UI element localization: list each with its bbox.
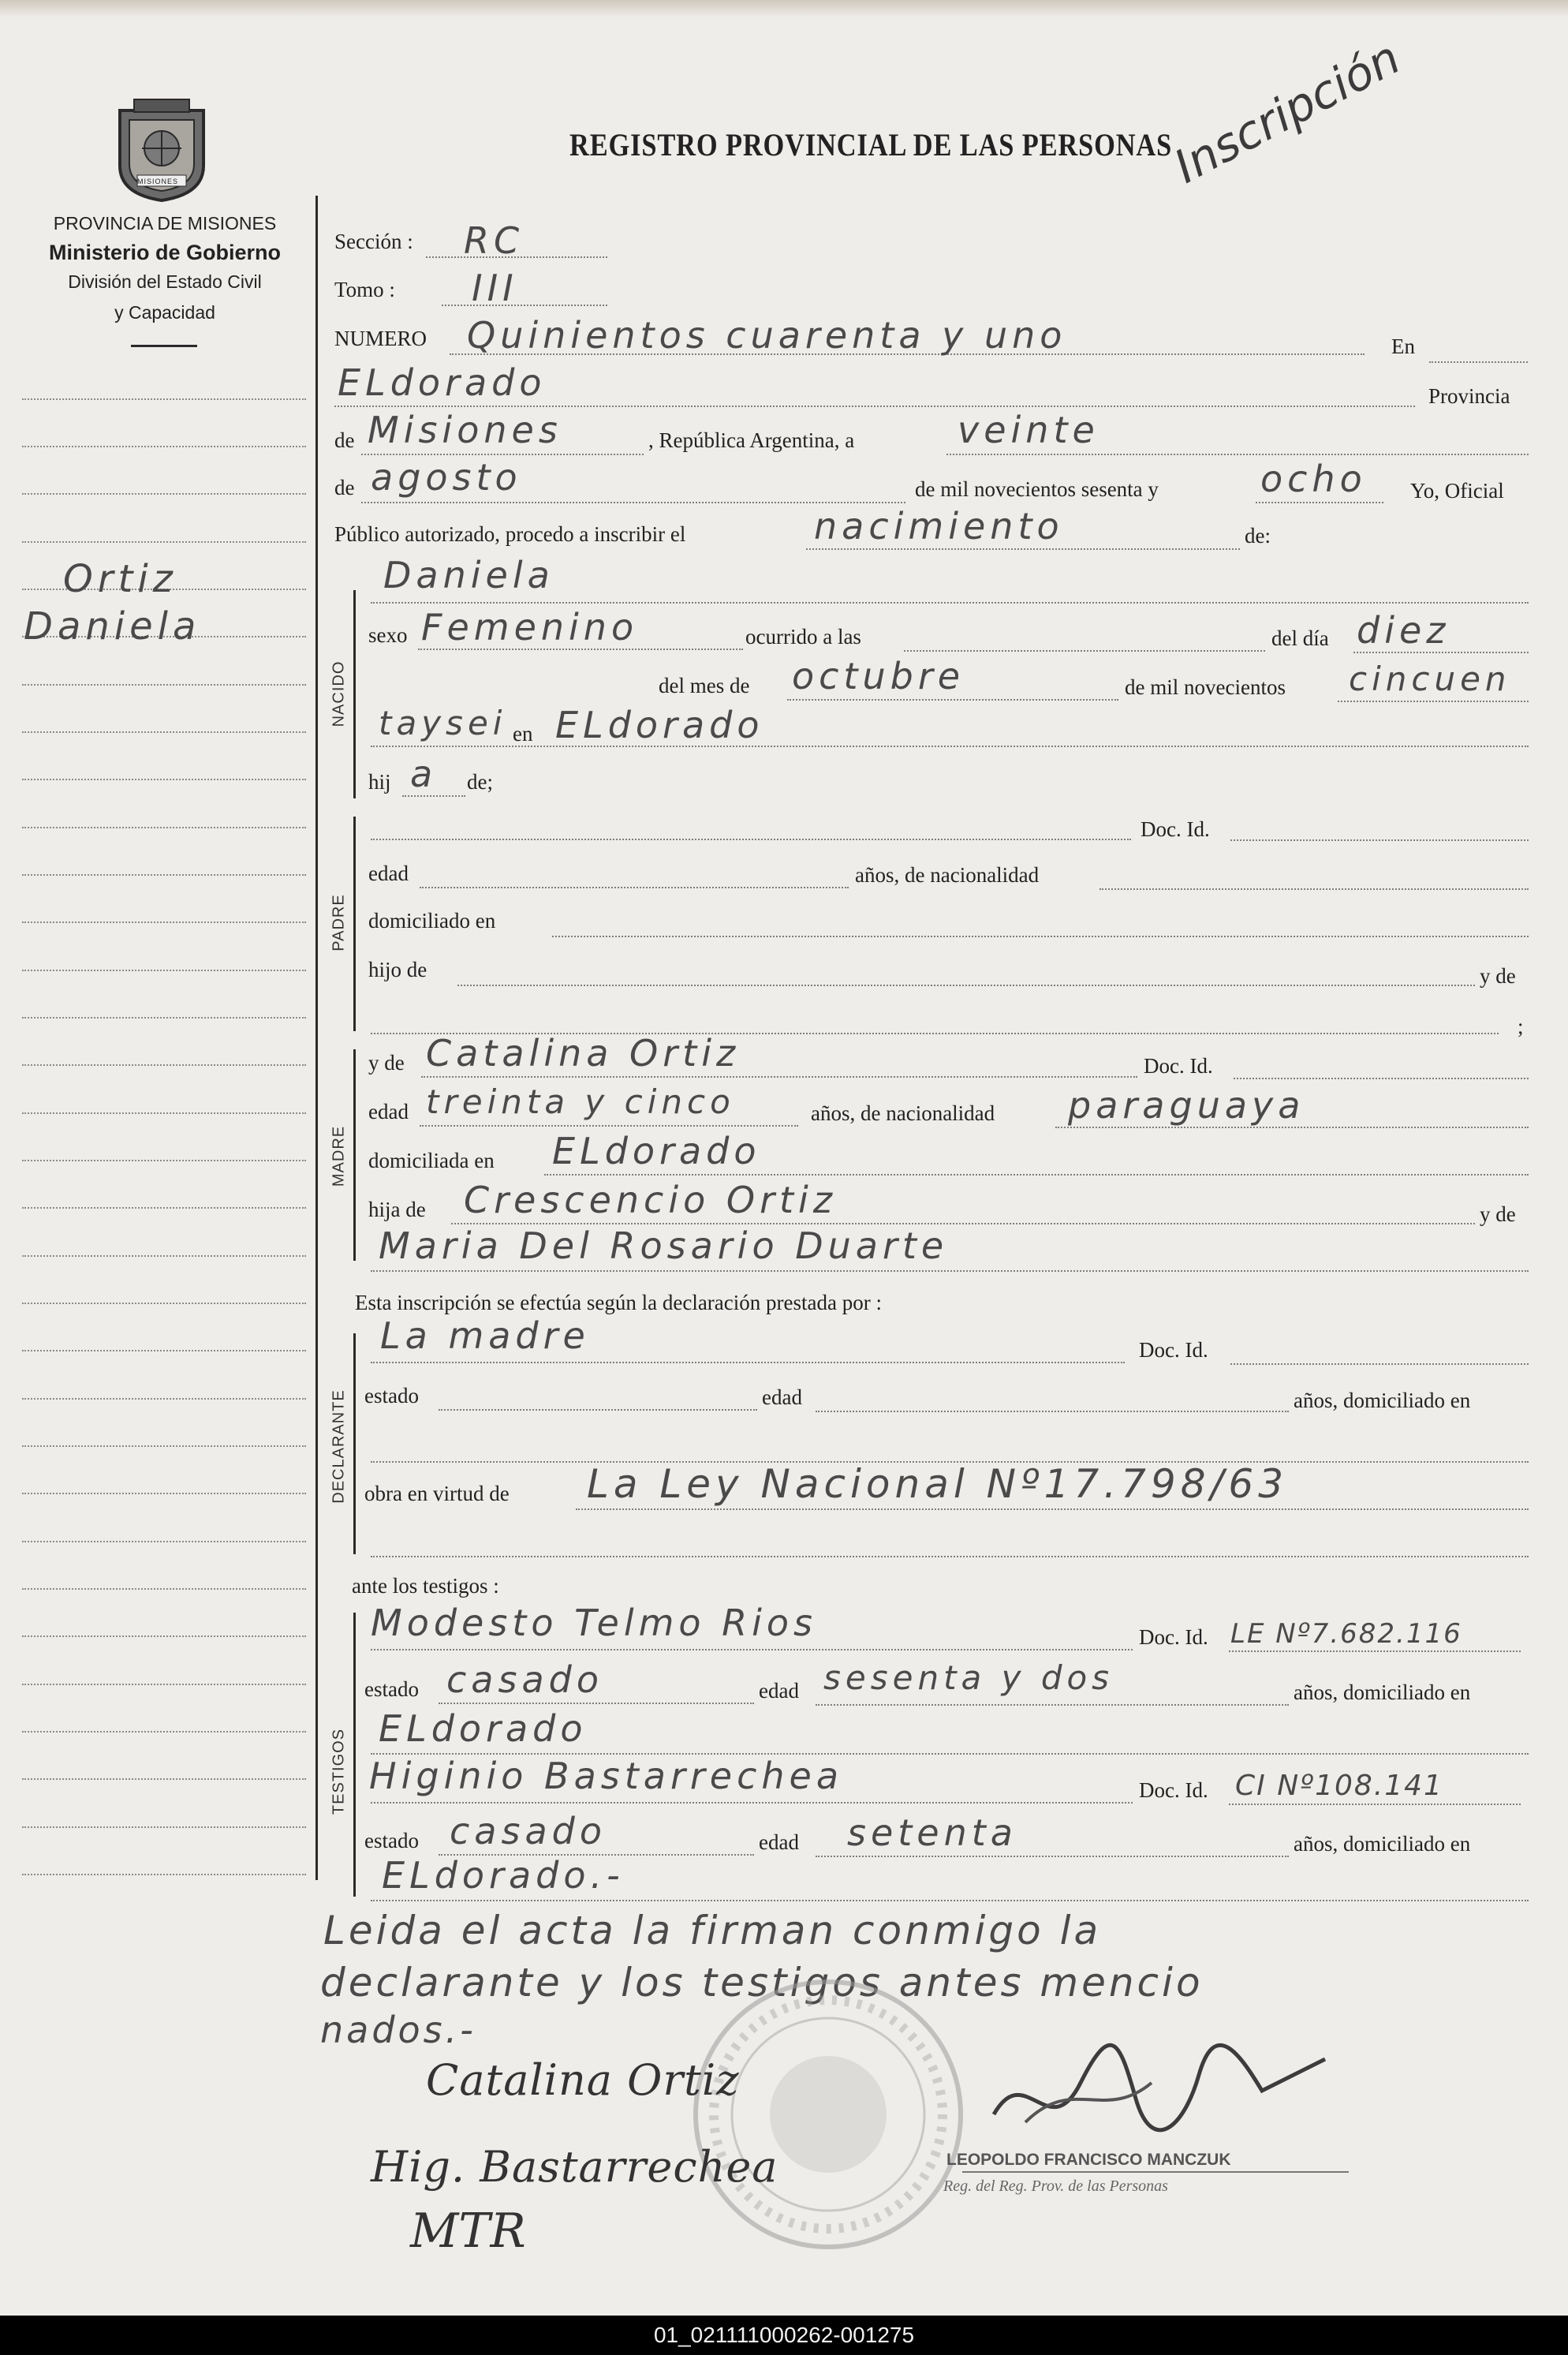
testigo1-edad-label: edad bbox=[759, 1679, 799, 1703]
anio-nacimiento-value-2: taysei bbox=[379, 704, 507, 742]
en-lugar-label: en bbox=[513, 722, 533, 746]
emblem-text: MISIONES bbox=[137, 178, 179, 185]
del-mes-label: del mes de bbox=[659, 674, 750, 697]
testigos-section-label: TESTIGOS bbox=[330, 1728, 348, 1815]
madre-nacionalidad-label: años, de nacionalidad bbox=[811, 1101, 995, 1125]
madre-edad-value: treinta y cinco bbox=[426, 1082, 735, 1121]
declarante-section-label: DECLARANTE bbox=[330, 1389, 348, 1504]
de-mes-label: de bbox=[334, 476, 355, 499]
yo-oficial-label: Yo, Oficial bbox=[1410, 479, 1504, 503]
signature-modesto: MTR bbox=[410, 2204, 526, 2259]
testigo1-estado-value: casado bbox=[446, 1658, 603, 1701]
padre-doc-label: Doc. Id. bbox=[1141, 817, 1210, 841]
declarante-edad-label: edad bbox=[762, 1385, 802, 1409]
padre-hijo-de-label: hijo de bbox=[368, 958, 427, 981]
testigo1-estado-label: estado bbox=[364, 1677, 419, 1701]
testigo2-doc-label: Doc. Id. bbox=[1139, 1778, 1208, 1802]
tomo-value: III bbox=[472, 267, 518, 309]
official-signature bbox=[978, 2028, 1341, 2146]
publico-label: Público autorizado, procedo a inscribir el bbox=[334, 522, 686, 546]
testigo1-nombre-value: Modesto Telmo Rios bbox=[371, 1602, 818, 1644]
padre-edad-label: edad bbox=[368, 862, 409, 885]
declarante-domicilio-label: años, domiciliado en bbox=[1294, 1389, 1471, 1412]
testigo1-domicilio-label: años, domiciliado en bbox=[1294, 1680, 1471, 1704]
sexo-label: sexo bbox=[368, 623, 408, 647]
stamp-name: LEOPOLDO FRANCISCO MANCZUK bbox=[946, 2151, 1231, 2169]
madre-y-de-label: y de bbox=[368, 1051, 405, 1075]
footer-id: 01_021111000262-001275 bbox=[0, 2316, 1568, 2355]
declarante-rule bbox=[353, 1333, 356, 1554]
testigo1-edad-value: sesenta y dos bbox=[823, 1658, 1114, 1697]
margin-given-name: Daniela bbox=[24, 604, 201, 649]
main-vertical-rule bbox=[315, 196, 318, 1880]
de-punto-coma-label: de; bbox=[467, 770, 493, 794]
en-label: En bbox=[1391, 335, 1415, 358]
testigos-rule bbox=[353, 1613, 356, 1897]
hij-label: hij bbox=[368, 770, 391, 794]
madre-padre-value: Crescencio Ortiz bbox=[464, 1179, 837, 1221]
official-seal-stamp bbox=[686, 1972, 970, 2256]
testigo2-nombre-value: Higinio Bastarrechea bbox=[369, 1755, 844, 1797]
division-heading-2: y Capacidad bbox=[114, 302, 215, 323]
anio-inscripcion-value: ocho bbox=[1260, 458, 1367, 500]
nacido-rule bbox=[353, 590, 356, 798]
obra-label: obra en virtud de bbox=[364, 1482, 510, 1505]
padre-semicolon: ; bbox=[1518, 1015, 1524, 1038]
ocurrido-label: ocurrido a las bbox=[745, 625, 861, 649]
testigo2-domicilio-label: años, domiciliado en bbox=[1294, 1832, 1471, 1856]
madre-section-label: MADRE bbox=[330, 1125, 348, 1187]
madre-hija-de-label: hija de bbox=[368, 1198, 426, 1221]
localidad-value: ELdorado bbox=[338, 361, 547, 404]
seccion-label: Sección : bbox=[334, 230, 413, 253]
header-divider bbox=[131, 345, 197, 347]
madre-domicilio-label: domiciliada en bbox=[368, 1149, 495, 1172]
padre-section-label: PADRE bbox=[330, 894, 348, 951]
document-title: REGISTRO PROVINCIAL DE LAS PERSONAS bbox=[569, 127, 1173, 163]
tomo-label: Tomo : bbox=[334, 278, 395, 301]
margin-surname: Ortiz bbox=[63, 557, 177, 601]
testigo2-estado-label: estado bbox=[364, 1829, 419, 1852]
testigo2-edad-value: setenta bbox=[847, 1811, 1017, 1854]
ministerio-heading: Ministerio de Gobierno bbox=[48, 241, 282, 264]
provincia-label: Provincia bbox=[1428, 384, 1510, 408]
testigo2-domicilio-value: ELdorado.- bbox=[382, 1854, 625, 1897]
del-dia-label: del día bbox=[1271, 626, 1329, 650]
mes-nacimiento-value: octubre bbox=[792, 655, 965, 697]
padre-domicilio-label: domiciliado en bbox=[368, 909, 496, 933]
madre-edad-label: edad bbox=[368, 1100, 409, 1123]
madre-domicilio-value: ELdorado bbox=[552, 1130, 761, 1172]
numero-label: NUMERO bbox=[334, 327, 427, 350]
provincia-value: Misiones bbox=[368, 409, 562, 451]
mil-novecientos-label: de mil novecientos bbox=[1125, 675, 1286, 699]
testigo1-domicilio-value: ELdorado bbox=[379, 1707, 588, 1750]
madre-madre-value: Maria Del Rosario Duarte bbox=[379, 1224, 949, 1267]
padre-rule bbox=[353, 817, 356, 1031]
province-emblem-icon bbox=[110, 93, 213, 204]
dia-inscripcion-value: veinte bbox=[958, 409, 1099, 451]
testigo1-doc-value: LE Nº7.682.116 bbox=[1230, 1618, 1462, 1650]
testigo2-estado-value: casado bbox=[450, 1810, 607, 1852]
dia-nacimiento-value: diez bbox=[1357, 609, 1450, 652]
ante-testigos-label: ante los testigos : bbox=[352, 1574, 499, 1598]
mes-inscripcion-value: agosto bbox=[371, 456, 522, 499]
seccion-value: RC bbox=[464, 219, 525, 262]
madre-rule bbox=[353, 1049, 356, 1261]
hij-suffix-value: a bbox=[410, 753, 438, 795]
ley-value: La Ley Nacional Nº17.798/63 bbox=[587, 1461, 1289, 1507]
declarante-value: La madre bbox=[380, 1314, 590, 1357]
de-label: de bbox=[334, 428, 355, 452]
padre-nacionalidad-label: años, de nacionalidad bbox=[855, 863, 1040, 887]
stamp-line bbox=[962, 2171, 1349, 2173]
cierre-linea-1: Leida el acta la firman conmigo la bbox=[323, 1908, 1102, 1953]
testigo2-doc-value: CI Nº108.141 bbox=[1235, 1770, 1443, 1802]
madre-nacionalidad-value: paraguaya bbox=[1068, 1084, 1305, 1127]
mil-sesenta-label: de mil novecientos sesenta y bbox=[915, 477, 1159, 501]
page-top-edge bbox=[0, 0, 1568, 17]
nacido-section-label: NACIDO bbox=[330, 660, 348, 727]
padre-y-de-label: y de bbox=[1480, 964, 1516, 988]
de-dos-puntos-label: de: bbox=[1245, 524, 1271, 548]
testigo1-doc-label: Doc. Id. bbox=[1139, 1625, 1208, 1649]
anio-nacimiento-value-1: cincuen bbox=[1349, 660, 1511, 698]
madre-doc-label: Doc. Id. bbox=[1144, 1054, 1213, 1078]
republica-label: , República Argentina, a bbox=[648, 428, 855, 452]
stamp-role: Reg. del Reg. Prov. de las Personas bbox=[943, 2177, 1168, 2195]
declarante-estado-label: estado bbox=[364, 1384, 419, 1407]
acto-value: nacimiento bbox=[814, 505, 1064, 548]
nombre-value: Daniela bbox=[383, 554, 554, 596]
madre-nombre-value: Catalina Ortiz bbox=[426, 1032, 741, 1075]
signature-catalina: Catalina Ortiz bbox=[426, 2055, 740, 2105]
lugar-nacimiento-value: ELdorado bbox=[555, 704, 764, 746]
declaracion-label: Esta inscripción se efectúa según la declaración prestada por : bbox=[355, 1291, 882, 1314]
cierre-linea-3: nados.- bbox=[320, 2009, 476, 2051]
numero-value: Quinientos cuarenta y uno bbox=[467, 314, 1067, 357]
testigo2-edad-label: edad bbox=[759, 1830, 799, 1854]
cierre-linea-2: declarante y los testigos antes mencio bbox=[320, 1960, 1204, 2005]
title-signature: Inscripción bbox=[1165, 30, 1409, 194]
sexo-value: Femenino bbox=[421, 606, 639, 649]
division-heading-1: División del Estado Civil bbox=[68, 271, 262, 292]
signature-higinio: Hig. Bastarrechea bbox=[371, 2142, 778, 2192]
provincia-heading: PROVINCIA DE MISIONES bbox=[53, 213, 277, 234]
declarante-doc-label: Doc. Id. bbox=[1139, 1338, 1208, 1362]
madre-y-de-label-2: y de bbox=[1480, 1202, 1516, 1226]
